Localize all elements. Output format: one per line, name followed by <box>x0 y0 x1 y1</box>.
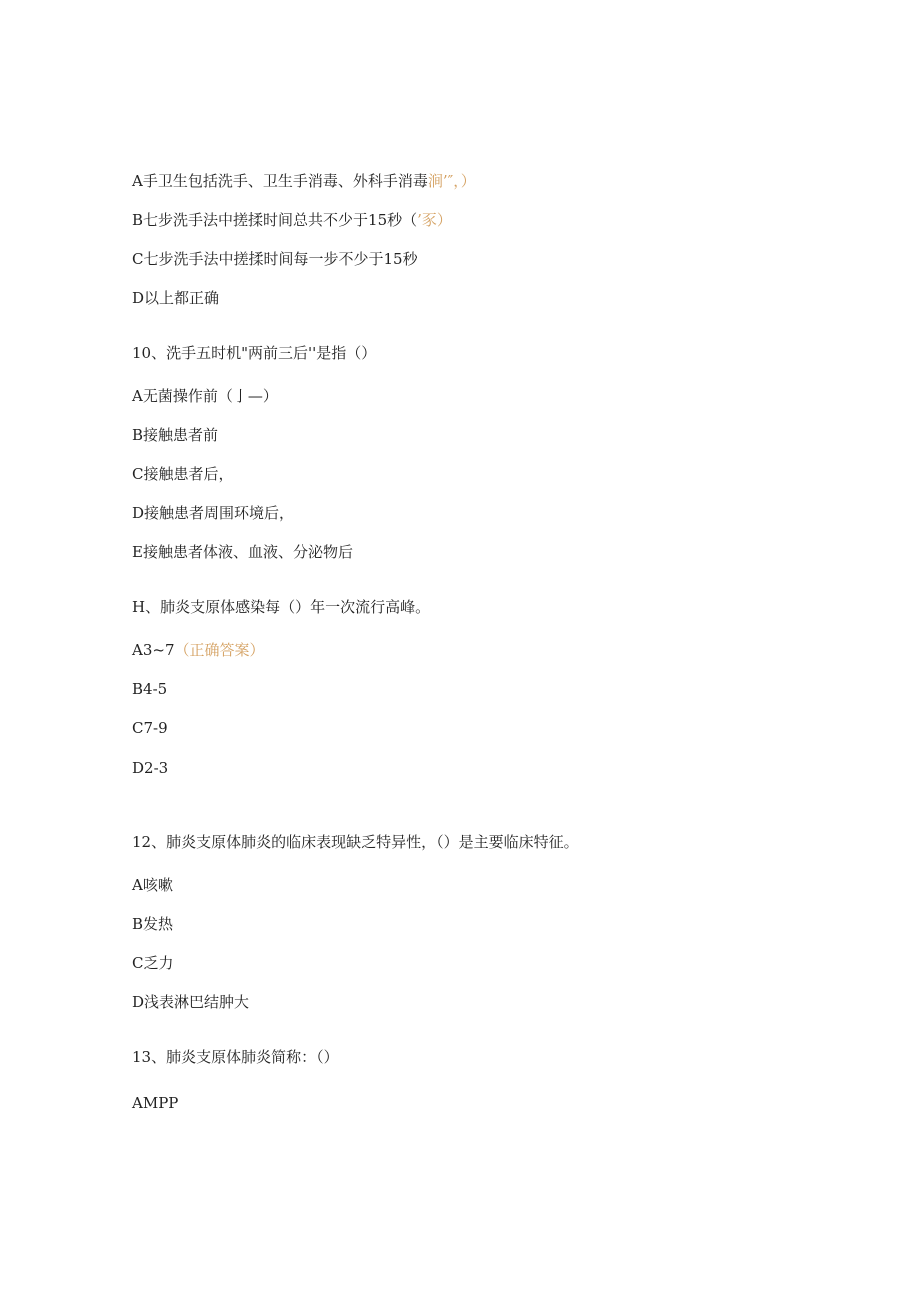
q9-option-d: D以上都正确 <box>132 289 220 307</box>
q11-option-d: D2-3 <box>132 759 169 777</box>
q13-option-a: AMPP <box>132 1094 179 1112</box>
q12-question: 12、肺炎支原体肺炎的临床表现缺乏特异性，（）是主要临床特征。 <box>132 833 579 851</box>
q9-option-b-text: B七步洗手法中搓揉时间总共不少于15秒（ <box>132 211 418 229</box>
q10-option-a: A无菌操作前（亅—） <box>132 387 278 405</box>
q10-option-e: E接触患者体液、血液、分泌物后 <box>132 543 353 561</box>
q12-option-a: A咳嗽 <box>132 876 173 894</box>
q10-option-c: C接触患者后， <box>132 465 234 483</box>
q11-option-a-text: A3~7 <box>132 641 175 659</box>
q11-option-a-mark: （正确答案） <box>174 641 265 659</box>
q11-option-b: B4-5 <box>132 680 168 698</box>
q9-option-b-mark: ’豕） <box>417 211 452 229</box>
q11-question: H、肺炎支原体感染每（）年一次流行高峰。 <box>132 598 431 616</box>
q13-question: 13、肺炎支原体肺炎简称：（） <box>132 1048 339 1066</box>
q10-option-d: D接触患者周围环境后， <box>132 504 295 522</box>
q12-option-d: D浅表淋巴结肿大 <box>132 993 250 1011</box>
q9-option-a-text: A手卫生包括洗手、卫生手消毒、外科手消毒 <box>132 172 428 190</box>
q9-option-b <box>132 210 452 230</box>
q11-option-a <box>132 640 265 660</box>
q10-option-b: B接触患者前 <box>132 426 219 444</box>
q12-option-b: B发热 <box>132 915 174 933</box>
q12-option-c: C乏力 <box>132 954 174 972</box>
q11-option-c: C7-9 <box>132 719 168 737</box>
q9-option-c: C七步洗手法中搓揉时间每一步不少于15秒 <box>132 250 418 268</box>
q10-question: 10、洗手五时机"两前三后''是指（） <box>132 344 377 362</box>
q9-option-a-mark: 涧’″，） <box>427 172 476 190</box>
q9-option-a <box>132 171 476 191</box>
